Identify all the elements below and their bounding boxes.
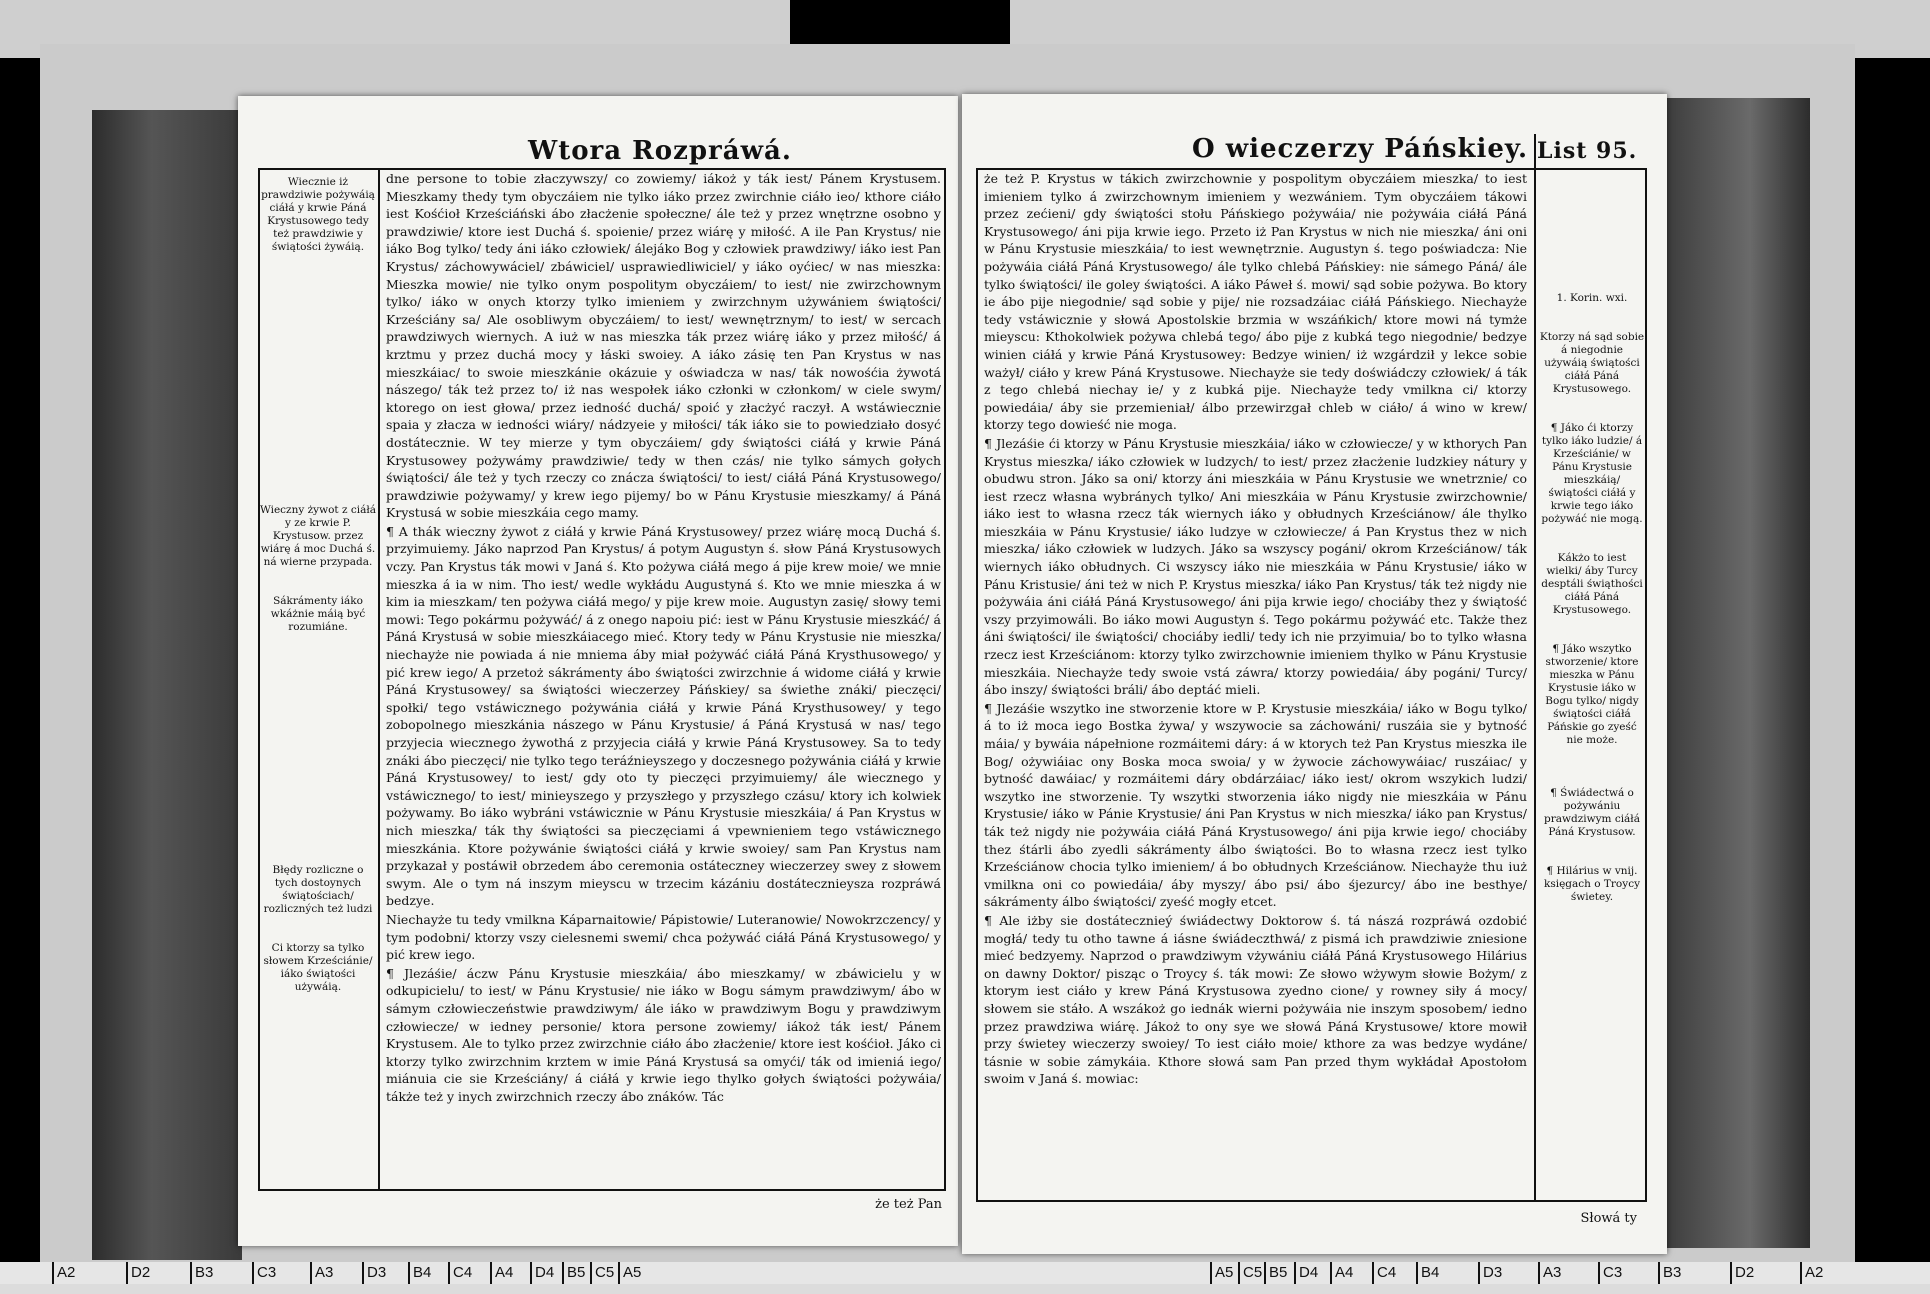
- left-body-text: [386, 170, 941, 1188]
- strip-label: C5: [1238, 1262, 1262, 1284]
- margin-note: ¶ Jáko ći ktorzy tylko iáko ludzie/ á Krześciánie/ w Pánu Krystusie mieszkáią/ świątości ciáłá y krwie tego iáko pożywáć nie mogą.: [1541, 422, 1643, 525]
- strip-lower-band: [0, 1284, 1930, 1294]
- right-body-text: [984, 170, 1527, 1198]
- strip-label: C4: [1372, 1262, 1396, 1284]
- strip-label: A3: [310, 1262, 333, 1284]
- strip-label: A2: [1800, 1262, 1823, 1284]
- strip-label: C3: [1598, 1262, 1622, 1284]
- paragraph: że też P. Krystus w tákich zwirzchownie y pospolitym obyczáiem mieszka/ to iest imieniem tylko á zwirzchownym imieniem y wezwániem. Tym obyczáiem tákowi przez zećieni/ gdy świątości stołu Páńskiego pożywáia/ nie pożywáia ciáłá Páná Krystusowego/ áni pija krwie iego. Przeto iż Pan Krystus w nich nie mieszka/ áni oni w Pánu Krystusie mieszkáia/ to iest wewnętrznie. Augustyn ś. tego poświadcza: Nie pożywáia ciáłá Páná Krystusowego/ ále tylko chlebá Páńskiey: nie sámego Páná/ ále tylko świątości/ ile goley świątości. A iáko Páweł ś. mowi/ sąd sobie pożywa. Bo ktory ie ábo pije niegodnie/ sąd sobie y pije/ nie rozsadzáiac ciáłá Páńskiego. Niechayże tedy vstáwicznie y słowá Apostolskie brzmia w wszáńkich/ ktore mowi ná tymże mieyscu: Kthokolwiek pożywa chlebá tego/ ábo pije z kubká tego niegodnie/ bedzye winien ciáłá y krwie Páná Krystusowey: Bedzye winien/ iż wzgárdził y lekce sobie ważył/ ciáło y krew Páná Krystusowe. Niechayże sie tedy doświádczy człowiek/ á ták z tego chlebá niechay ie/ y z kubká pije. Niechayże tedy vmilkna ci/ ktorzy powiedáia/ áby sie przemieniał/ álbo przewirzgał chleb w ciáło/ á wino w krew/ ktorzy tego dowieść nie moga.: [984, 171, 1527, 433]
- strip-label: B3: [1658, 1262, 1681, 1284]
- strip-label: A2: [52, 1262, 75, 1284]
- strip-label: B5: [1264, 1262, 1287, 1284]
- strip-label: D2: [1730, 1262, 1754, 1284]
- right-running-head: O wieczerzy Páńskiey.: [1192, 134, 1529, 164]
- strip-label: A5: [618, 1262, 641, 1284]
- signature-strip: [0, 1262, 1930, 1294]
- left-margin-notes: [260, 176, 376, 1020]
- left-page: [238, 96, 958, 1246]
- folio-number: List 95.: [1537, 138, 1638, 164]
- margin-note: Ktorzy ná sąd sobie á niegodnie używáią świątości ciáłá Páná Krystusowego.: [1539, 331, 1645, 395]
- margin-note: ¶ Świádectwá o pożywániu prawdziwym ciáłá Páná Krystusow.: [1544, 787, 1640, 838]
- strip-label: D2: [126, 1262, 150, 1284]
- book-edge-left: [92, 110, 242, 1260]
- right-margin-notes: [1539, 292, 1645, 930]
- margin-note: 1. Korin. wxi.: [1556, 292, 1628, 304]
- strip-label: D4: [530, 1262, 554, 1284]
- strip-label: B3: [190, 1262, 213, 1284]
- margin-note: ¶ Hilárius w vnij. księgach o Troycy świetey.: [1543, 865, 1641, 903]
- left-inner-rule: [944, 170, 946, 1191]
- strip-label: A4: [490, 1262, 513, 1284]
- paragraph: dne persone to tobie złaczywszy/ co zowiemy/ iákoż y ták iest/ Pánem Krystusem. Mieszkamy thedy tym obyczáiem nie tylko iáko przez zwirchnie ciáło ieo/ kthore ciáło iest Kośćioł Krześciáński ábo złacżenie społeczne/ ále też y przez wnętrzne osobno y prawdziwie/ ktore iest Duchá ś. spoienie/ przez wiárę y miłość. A ile Pan Krystus/ nie iáko Bog tylko/ tedy áni iáko człowiek/ álejáko Bog y człowiek prawdziwy/ iáko iest Pan Krystus/ záchowywáciel/ zbáwiciel/ usprawiedliwiciel/ y iáko oyćiec/ w nas mieszka: Mieszka mowie/ nie tylko onym pospolitym obyczáiem/ to iest/ nie zwirzchownym tylko/ iáko w onych ktorzy tylko imieniem y zwirzchnym używániem świątości/ Krześciány sa/ Ale osobliwym obyczáiem/ to iest/ wewnętrznym/ to iest/ w sercach prawdziwych wiernych. A iuż w nas mieszka ták przez wiárę iáko y przez miłość/ á krztmu y przez duchá mocy y łáski swoiey. A iáko zásię ten Pan Krystus w nas mieszkáiac/ to swoie mieszkánie okázuie y oświadcza w nas/ ták nowośćia żywotá nászego/ ták też przez to/ iż nas wespołek iáko członki w członkom/ w ciele swym/ ktorego on iest głowa/ przez iedność duchá/ spoić y złacżyć raczył. A wstáwiecznie spaia y złacza w iedności wiáry/ nádzyeie y miłości/ ták iáko sie to powiedziało dosyć dostátecznie. W tey mierze y tym obyczáiem/ gdy świątości ciáłá y krwie Páná Krystusowey pożywámy prawdziwie/ tedy w then czás/ nie tylko sámych gołych świątości/ ále też y tych rzeczy co znácza świątości/ to iest/ ciáłá Páná Krystusowego/ prawdziwie pożywamy/ y krew iego pijemy/ bo w Pánu Krystusie mieszkamy/ á Páná Krystusá w sobie mieszkáia cego mamy.: [386, 171, 941, 521]
- margin-note: Kákżo to iest wielki/ áby Turcy desptáli świąthości ciáłá Páná Krystusowego.: [1541, 552, 1643, 616]
- margin-note: Wiecznie iż prawdziwie pożywáią ciáłá y krwie Páná Krystusowego tedy też prawdziwie y świątości żywáią.: [261, 176, 375, 253]
- margin-note: Wieczny żywot z ciáłá y ze krwie P. Krystusow. przez wiárę á moc Duchá ś. ná wierne przypada.: [260, 504, 376, 568]
- left-foot-rule: [258, 1189, 946, 1191]
- right-outer-rule: [1645, 170, 1647, 1202]
- paragraph: ¶ Ale iżby sie dostátecznieý świádectwy Doktorow ś. tá nászá rozpráwá ozdobić mogłá/ tedy tu otho tawne á iásne świádeczthwá/ z pismá ich prawdziwie zniesione mieć bedzyemy. Naprzod o prawdziwym vżywániu ciáłá Páná Krystusowego Hilárius on dawny Doktor/ pisząc o Troycy ś. ták mowi: Ze słowo wżywym słowie Bożym/ z ktorym iest ciáło y krew Páná Krystusowa zyedno cione/ y rowney siły á mocy/ słowem sie stáło. A wszákoż go iednák wierni pożywáia nie inszym sposobem/ iedno przez prawdziwa wiárę. Jákoż to ony sye we słowá Páná Krystusowe/ ktore mowił przy świetey wieczerzy swoiey/ To iest ciáło moie/ kthore za was bedzye wydáne/ tásnie w sobie zámykáia. Kthore słowá sam Pan przed thym wykłádał Apostołom swoim v Janá ś. mowiac:: [984, 912, 1527, 1087]
- margin-note: ¶ Jáko wszytko stworzenie/ ktore mieszka w Pánu Krystusie iáko w Bogu tylko/ nigdy świątości ciáłá Páńskie go zyeść nie może.: [1545, 643, 1639, 746]
- strip-label: B4: [1416, 1262, 1439, 1284]
- strip-label: C3: [252, 1262, 276, 1284]
- right-margin-rule: [1534, 134, 1536, 1202]
- strip-label: A4: [1330, 1262, 1353, 1284]
- right-inner-rule: [976, 170, 978, 1202]
- strip-label: C4: [448, 1262, 472, 1284]
- strip-label: A5: [1210, 1262, 1233, 1284]
- paragraph: ¶ Jlezáśie/ áczw Pánu Krystusie mieszkáia/ ábo mieszkamy/ w zbáwicielu y w odkupicielu/ to iest/ w Pánu Krystusie/ nie iáko w Bogu sámym prawdziwym/ ábo w sámym człowieczeństwie prawdziwym/ ále iáko w prawdziwym Bogu y prawdziwym człowiecze/ w iedney personie/ ktora persone zowiemy/ iákoż ták iest/ Pánem Krystusem. Ale to tylko przez zwirzchnie ciáło ábo złacżenie/ ktore iest kośćioł. Jáko ci ktorzy tylko zwirzchnim krztem w imie Páná Krystusá sa omyći/ ták od imieniá iego/ miánuia cie sie Krześciány/ á ciáłá y krwie iego thylko gołych świątości pożywáia/ tákże też y inych zwirzchnich rzeczy ábo znáków. Tác: [386, 965, 941, 1104]
- paragraph: ¶ A thák wieczny żywot z ciáłá y krwie Páná Krystusowey/ przez wiárę mocą Duchá ś. przyimuiemy. Jáko naprzod Pan Krystus/ á potym Augustyn ś. słow Páná Krystusowych vczy. Pan Krystus ták mowi v Janá ś. Kto pożywa ciáłá mego á pije krew moie/ we mnie mieszka á ia w nim. Tho iest/ wedle wykłádu Augustyná ś. Kto we mnie mieszka á w kim ia mieszkam/ ten pożywa ciáłá mego/ y pije krew moie. Augustyn zasię/ słowy temi mowi: Tego pokármu pożywáć/ á z onego napoiu pić: iest w Pánu Krystusie mieszkáć/ á Páná Krystusá w sobie mieszkáiacego mieć. Ktory tedy w Pánu Krystusie nie mieszka/ niechayże nie powiada á nie mniema áby miał pożywáć ciáłá Páná Krysthusowego/ y pić krew iego/ A przetoż sákrámenty ábo świątości zwirzchnie á widome ciáłá y krwie Páná Krystusowey/ sa świątości wieczerzey Páńskiey/ sa świethe znáki/ pieczęci/ społki/ tego vstáwicznego pożywánia ciáłá y krwie Páná Krysthusowey/ y tego zobopolnego mieszkánia nászego w Pánu Krystusie/ á Páná Krystusá w nas/ tego przyjecia wiecznego żywothá z przyjecia ciáłá y krwie Páná Krystusowey. Sa to tedy znáki ábo pieczęci/ nie tylko tego teráźnieyszego y doczesnego pożywánia ciáłá y krwie Páná Krystusowey/ to iest/ gdy oto ty pieczęci przyimuiemy/ ále wiecznego y vstáwicznego/ to iest/ minieyszego y przyszłego y przyszłego czásu/ ktory ich kolwiek pożywamy. Bo iáko wybráni vstáwicznie w Pánu Krystusie mieszkáia/ á Pan Krystus w nich mieszka/ ták thy świątości sa pieczęciami á vpewnieniem tego vstáwicznego mieszkánia. Ktore pożywánie świątości ciáłá y krwie swoiey/ sam Pan Krystus nam przykazał y postáwił obrzedem ábo ceremonia ostáteczney wieczerzey swey z słowem swym. Ale o tym ná inszym mieyscu w trzecim kázániu dostátecznieysza rozpráwá bedzye.: [386, 523, 941, 909]
- book-edge-right: [1660, 98, 1810, 1248]
- margin-note: Ci ktorzy sa tylko słowem Krześciánie/ iáko świątości używáią.: [263, 942, 373, 993]
- left-catchword: że też Pan: [875, 1197, 942, 1212]
- right-foot-rule: [976, 1200, 1647, 1202]
- left-running-head: Wtora Rozpráwá.: [528, 136, 792, 166]
- strip-label: D3: [1478, 1262, 1502, 1284]
- right-catchword: Słowá ty: [1580, 1211, 1637, 1226]
- right-page: [962, 94, 1667, 1254]
- left-margin-rule: [378, 170, 380, 1191]
- strip-label: D3: [362, 1262, 386, 1284]
- strip-label: C5: [590, 1262, 614, 1284]
- paragraph: ¶ Jlezáśie wszytko ine stworzenie ktore w P. Krystusie mieszkáia/ iáko w Bogu tylko/ á to iż moca iego Bostka żywa/ y wszywocie sa záchowáni/ ruszáia sie y bytność máia/ y bywáia nápełnione rozmáitemi dáry: á w ktorych też Pan Krystus mieszka ile Bog/ ożywiáiac ony Boska moca swoia/ y w żywocie záchowywáiac/ ruszáiac/ y bytność dawáiac/ y rozmáitemi dáry obdárzáiac/ iáko iest/ okrom wszykich ludzi/ wszytko ine stworzenie. Ty wszytki stworzenia iáko nigdy nie mieszkáia w Pánu Krystusie/ iáko w Pánie Krystusie/ áni Pan Krystus w nich mieszka/ iáko pan Krystus/ ták też nigdy nie pożywáia ciáłá Páná Krystusowego/ áni pija krwie iego/ chociáby thez śtárli ábo zyedli sákrámenty álbo świątości. Bo to własna rzecz iest tylko Krześciánow chocia tylko imieniem/ á bo obłudnych Krześciánow. Niechayże thu iuż vmilkna oni co powiedáia/ áby myszy/ ábo psi/ ábo śjezurcy/ ábo ine besthye/ sákrámenty álbo świątości/ zyeść mogły etcet.: [984, 700, 1527, 910]
- strip-label: B5: [562, 1262, 585, 1284]
- strip-label: B4: [408, 1262, 431, 1284]
- strip-label: A3: [1538, 1262, 1561, 1284]
- margin-note: Błędy rozliczne o tych dostoynych świątościach/ rozliczných też ludzi: [263, 864, 373, 915]
- strip-label: D4: [1294, 1262, 1318, 1284]
- paragraph: Niechayże tu tedy vmilkna Káparnaitowie/ Pápistowie/ Luteranowie/ Nowokrzczency/ y tym podobni/ ktorzy vszy cielesnemi swemi/ chca pożywáć ciáłá Páná Krystusowego/ y pić krew iego.: [386, 911, 941, 963]
- margin-note: Sákrámenty iáko wkáżnie máią być rozumiáne.: [270, 595, 366, 633]
- paragraph: ¶ Jlezáśie ći ktorzy w Pánu Krystusie mieszkáia/ iáko w człowiecze/ y w kthorych Pan Krystus mieszka/ iáko człowiek w ludzych/ to iest/ przez złacżenie ludzkiey nátury y obudwu stron. Jáko sa oni/ ktorzy áni mieszkáia w Pánu Krystusie we wnetrznie/ co iest rzecz własna wybránych tylko/ Ani mieszkáia w Pánu Krystusie zwirzchownie/ iáko iest to własna rzecz ták wiernych iáko y obłudnych Krześciánow/ ále thylko mieszkáia w Pánu Krystusie/ iáko ludzye w człowiecze/ á Pan Krystus thez w nich mieszka/ iáko człowiek w ludzych. Jáko sa wszyscy pogáni/ okrom Krześciánow/ ták wiernych iáko obłudnych. Ci wszyscy iáko nie mieszkáia w Pánu Krystusie/ iáko w Pánu Kristusie/ áni też w nich P. Krystus mieszka/ iáko Pan Krystus/ ták też nigdy nie pożywáia áni ciáłá Páná Krystusowego/ áni pija krwie iego/ chociáby thez y świątość vszy przyimowáli. Bo iáko mowi Augustyn ś. Tego pokármu pożywáć etc. Także thez áni świątości/ ile świątości/ chociáby iedli/ tedy ich nie przyimuia/ bo to tylko własna rzecz iest Krześciánom: ktorzy tylko zwirzchownie imieniem thylko w Pánu Krystusie mieszkáia. Niechayże tedy swoie vstá záwra/ ktorzy powiedáia/ áby pogáni/ Turcy/ ábo inszy/ świątości bráli/ ábo deptáć mieli.: [984, 435, 1527, 698]
